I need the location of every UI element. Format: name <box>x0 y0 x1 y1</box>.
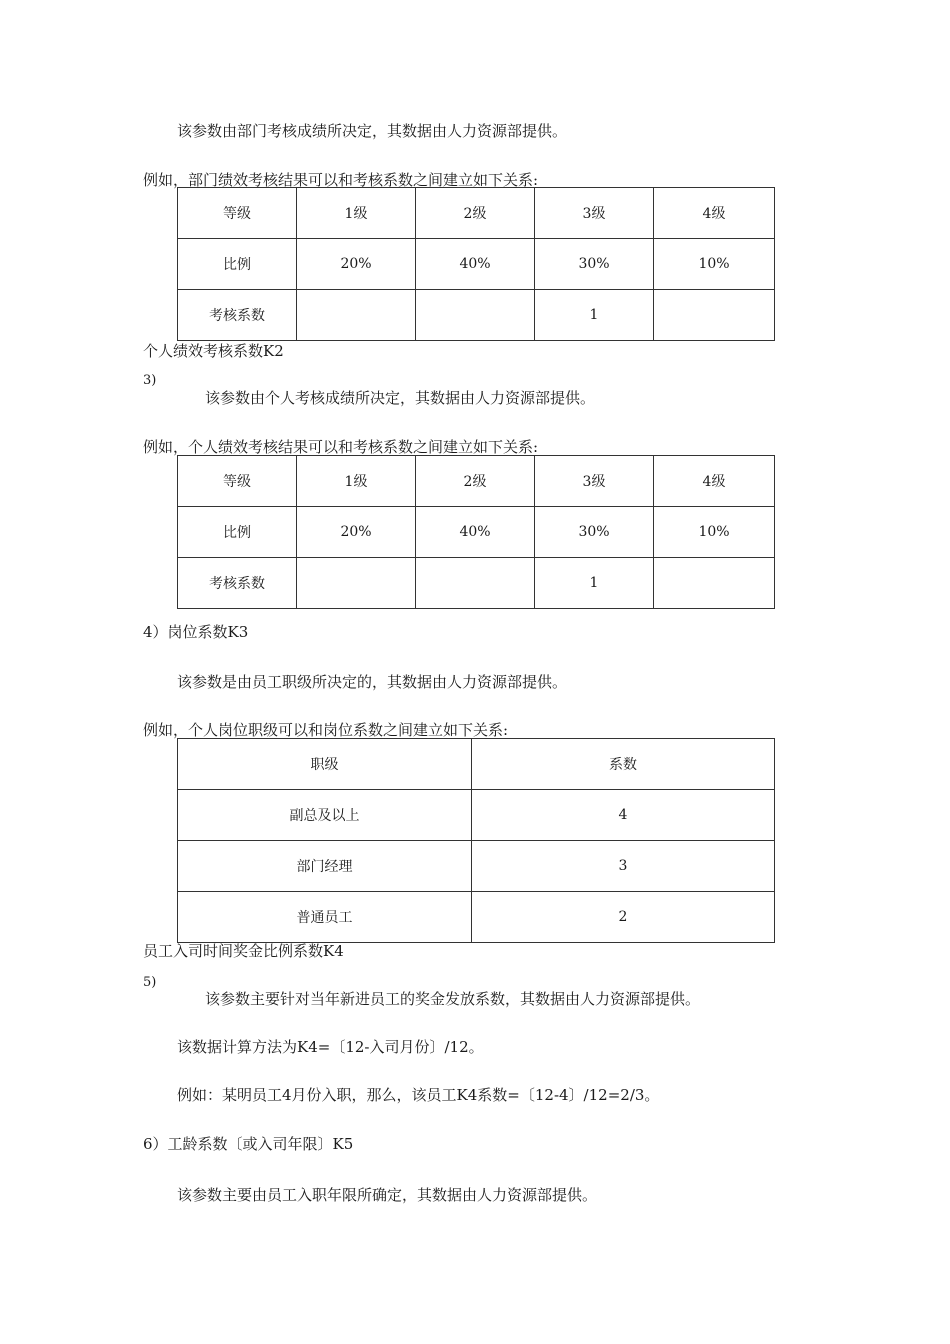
table-cell: 3 <box>472 841 775 892</box>
table-cell: 4级 <box>654 188 775 239</box>
table-cell: 比例 <box>178 239 297 290</box>
table-cell: 部门经理 <box>178 841 472 892</box>
table-cell: 1级 <box>297 188 416 239</box>
paragraph-k1-example-intro: 例如，部门绩效考核结果可以和考核系数之间建立如下关系: <box>143 171 539 189</box>
table-row-coefficient <box>178 558 775 609</box>
table-cell: 1 <box>535 290 654 341</box>
table-cell: 3级 <box>535 456 654 507</box>
table-position-coefficient <box>177 738 775 943</box>
table-cell: 普通员工 <box>178 892 472 943</box>
table-cell: 副总及以上 <box>178 790 472 841</box>
table-row-header <box>178 739 775 790</box>
table-cell: 4级 <box>654 456 775 507</box>
table-cell: 10% <box>654 507 775 558</box>
paragraph-k5-description: 该参数主要由员工入职年限所确定，其数据由人力资源部提供。 <box>177 1186 598 1204</box>
table-cell: 考核系数 <box>178 558 297 609</box>
table-cell: 40% <box>416 507 535 558</box>
table-cell <box>654 558 775 609</box>
paragraph-k1-description: 该参数由部门考核成绩所决定，其数据由人力资源部提供。 <box>177 122 568 140</box>
paragraph-k4-description: 该参数主要针对当年新进员工的奖金发放系数，其数据由人力资源部提供。 <box>205 990 701 1008</box>
table-row-header <box>178 456 775 507</box>
heading-k4: 员工入司时间奖金比例系数K4 <box>143 942 344 960</box>
table-cell: 10% <box>654 239 775 290</box>
list-number-3: 3) <box>143 373 157 388</box>
table-cell: 考核系数 <box>178 290 297 341</box>
heading-k2: 个人绩效考核系数K2 <box>143 342 284 360</box>
table-cell: 2级 <box>416 456 535 507</box>
paragraph-k3-description: 该参数是由员工职级所决定的，其数据由人力资源部提供。 <box>177 673 568 691</box>
table-cell: 等级 <box>178 188 297 239</box>
table-row <box>178 790 775 841</box>
table-cell: 30% <box>535 507 654 558</box>
table-row-header <box>178 188 775 239</box>
table-cell: 2 <box>472 892 775 943</box>
table-row-ratio <box>178 239 775 290</box>
paragraph-k3-example-intro: 例如，个人岗位职级可以和岗位系数之间建立如下关系: <box>143 721 509 739</box>
table-cell: 30% <box>535 239 654 290</box>
paragraph-k2-description: 该参数由个人考核成绩所决定，其数据由人力资源部提供。 <box>205 389 596 407</box>
table-cell: 1级 <box>297 456 416 507</box>
table-cell: 系数 <box>472 739 775 790</box>
list-number-5: 5) <box>143 975 157 990</box>
table-cell <box>416 290 535 341</box>
table-department-grade-coefficient <box>177 187 775 341</box>
table-cell: 2级 <box>416 188 535 239</box>
table-cell: 20% <box>297 239 416 290</box>
table-cell: 20% <box>297 507 416 558</box>
paragraph-k4-example: 例如：某明员工4月份入职，那么，该员工K4系数=〔12-4〕/12=2/3。 <box>177 1086 660 1104</box>
table-row-coefficient <box>178 290 775 341</box>
table-cell <box>654 290 775 341</box>
paragraph-k2-example-intro: 例如，个人绩效考核结果可以和考核系数之间建立如下关系: <box>143 438 539 456</box>
table-cell: 4 <box>472 790 775 841</box>
table-row-ratio <box>178 507 775 558</box>
table-cell <box>297 290 416 341</box>
table-row <box>178 841 775 892</box>
table-cell <box>297 558 416 609</box>
heading-k5: 6）工龄系数〔或入司年限〕K5 <box>143 1135 354 1153</box>
table-personal-grade-coefficient <box>177 455 775 609</box>
table-cell: 等级 <box>178 456 297 507</box>
table-cell: 比例 <box>178 507 297 558</box>
table-cell: 职级 <box>178 739 472 790</box>
table-cell <box>416 558 535 609</box>
table-cell: 1 <box>535 558 654 609</box>
paragraph-k4-formula: 该数据计算方法为K4=〔12-入司月份〕/12。 <box>177 1038 484 1056</box>
table-cell: 3级 <box>535 188 654 239</box>
table-cell: 40% <box>416 239 535 290</box>
heading-k3: 4）岗位系数K3 <box>143 623 249 641</box>
table-row <box>178 892 775 943</box>
